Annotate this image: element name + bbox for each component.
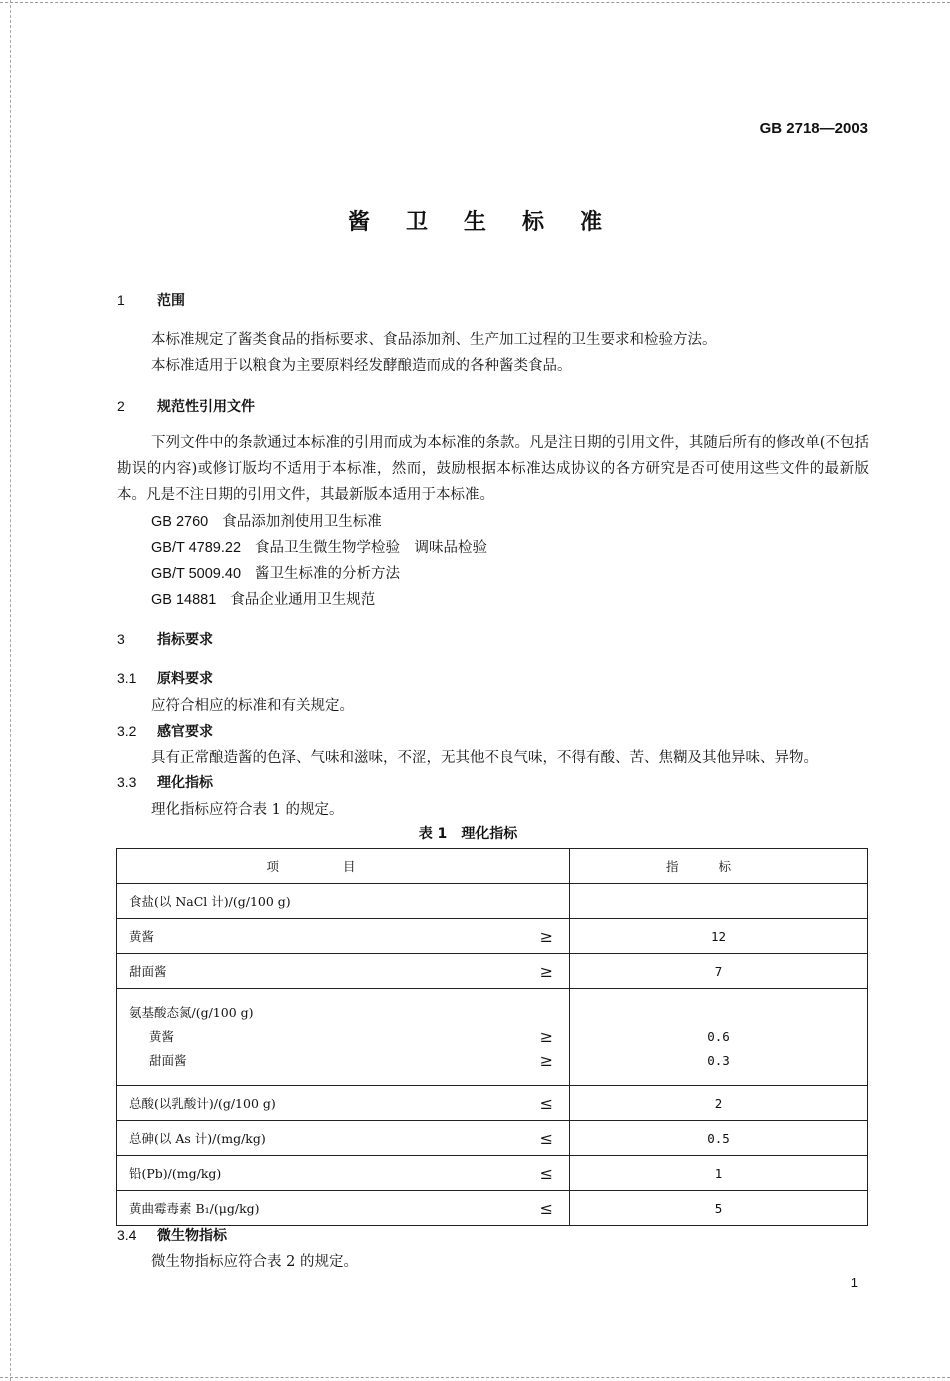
section-3-4-heading: [117, 1225, 227, 1245]
sub-row-label: 甜面酱: [149, 1053, 187, 1068]
table-title: 理化指标: [461, 826, 518, 842]
row-label-cell: [117, 954, 570, 989]
comparison-symbol: ≥: [539, 1027, 553, 1046]
comparison-symbol: ≤: [539, 1163, 553, 1183]
reference-title: 酱卫生标准的分析方法: [255, 566, 401, 582]
section-number: 3.3: [117, 774, 137, 790]
section-title: 微生物指标: [157, 1228, 227, 1244]
reference-code: GB 2760: [151, 514, 209, 530]
table-row: [117, 1121, 868, 1156]
row-value: 12: [570, 919, 868, 954]
page-title: 酱卫生标准: [347, 210, 638, 235]
section-title: 规范性引用文件: [157, 399, 255, 415]
row-label: 铅(Pb)/(mg/kg): [129, 1165, 222, 1181]
row-value: 0.3: [707, 1053, 730, 1068]
section-title: 原料要求: [157, 671, 213, 687]
section-3-2-heading: [117, 721, 213, 741]
row-label-cell: [117, 989, 570, 1086]
section-1-heading: [117, 290, 185, 310]
section-3-heading: [117, 629, 213, 649]
row-value: 0.5: [570, 1121, 868, 1156]
comparison-symbol: ≤: [539, 1128, 553, 1148]
comparison-symbol: ≥: [539, 926, 553, 946]
reference-code: GB 14881: [151, 592, 217, 608]
row-label: 氨基酸态氮/(g/100 g): [129, 1005, 254, 1020]
section-2-heading: [117, 396, 255, 416]
reference-code: GB/T 5009.40: [151, 566, 242, 582]
section-3-4-text: 微生物指标应符合表 2 的规定。: [151, 1254, 358, 1270]
row-label-cell: [117, 1156, 570, 1191]
section-number: 3.1: [117, 670, 137, 686]
reference-item: [151, 588, 375, 609]
row-value: 1: [570, 1156, 868, 1191]
section-number: 3: [117, 631, 125, 647]
row-value: 2: [570, 1086, 868, 1121]
section-number: 2: [117, 398, 125, 414]
row-value: 7: [570, 954, 868, 989]
section-title: 指标要求: [157, 632, 213, 648]
section-number: 1: [117, 292, 125, 308]
section-title: 理化指标: [157, 775, 213, 791]
reference-item: [151, 510, 382, 531]
comparison-symbol: ≥: [539, 961, 553, 981]
table-row: [117, 954, 868, 989]
section-3-2-text: 具有正常酿造酱的色泽、气味和滋味，不涩，无其他不良气味，不得有酸、苦、焦糊及其他异味、异物。: [151, 750, 818, 766]
sub-row-label: 黄酱: [149, 1029, 175, 1044]
row-value: 5: [570, 1191, 868, 1226]
sub-row: [129, 1025, 557, 1049]
row-label-cell: [117, 1191, 570, 1226]
reference-title: 食品企业通用卫生规范: [230, 592, 376, 608]
row-label-cell: [117, 1121, 570, 1156]
row-label: 黄曲霉毒素 B₁/(μg/kg): [129, 1200, 260, 1216]
table-row: [117, 1086, 868, 1121]
section-3-3-heading: [117, 772, 213, 792]
row-label: 食盐(以 NaCl 计)/(g/100 g): [117, 884, 570, 919]
table-row: [117, 919, 868, 954]
row-label-cell: [117, 1086, 570, 1121]
comparison-symbol: ≤: [539, 1198, 553, 1218]
comparison-symbol: ≤: [539, 1093, 553, 1113]
standard-code: GB 2718—2003: [759, 120, 868, 137]
table-row: [117, 884, 868, 919]
table-1-caption: [0, 823, 950, 843]
reference-code: GB/T 4789.22: [151, 540, 242, 556]
row-label: 黄酱: [129, 928, 155, 944]
table-header-row: [117, 849, 868, 884]
col-header-item: 项目: [117, 849, 570, 884]
reference-title: 食品添加剂使用卫生标准: [222, 514, 382, 530]
scan-edge-top: [0, 2, 950, 3]
row-value: 0.6: [707, 1029, 730, 1044]
col-header-value: 指标: [570, 849, 868, 884]
comparison-symbol: ≥: [539, 1051, 553, 1070]
table-row: [117, 1191, 868, 1226]
section-title: 感官要求: [157, 724, 213, 740]
section-title: 范围: [157, 293, 185, 309]
reference-item: [151, 562, 400, 583]
row-label: 甜面酱: [129, 963, 167, 979]
section-3-1-heading: [117, 668, 213, 688]
sub-row: [129, 1049, 557, 1073]
row-label: 总酸(以乳酸计)/(g/100 g): [129, 1095, 276, 1111]
table-number: 表 1: [418, 826, 448, 842]
section-1-paragraph-2: 本标准适用于以粮食为主要原料经发酵酿造而成的各种酱类食品。: [151, 358, 572, 374]
row-value-cell: [570, 989, 868, 1086]
table-row: [117, 989, 868, 1086]
table-row: [117, 1156, 868, 1191]
section-3-1-text: 应符合相应的标准和有关规定。: [151, 698, 354, 714]
reference-item: [151, 536, 487, 557]
row-label: 总砷(以 As 计)/(mg/kg): [129, 1130, 266, 1146]
row-value: [570, 884, 868, 919]
table-1: [116, 848, 868, 1226]
scan-edge-bottom: [0, 1377, 950, 1378]
section-2-intro: 下列文件中的条款通过本标准的引用而成为本标准的条款。凡是注日期的引用文件，其随后所有的修改单(不包括勘误的内容)或修订版均不适用于本标准，然而，鼓励根据本标准达成协议的各方研究是否可使用这些文件的最新版本。凡是不注日期的引用文件，其最新版本适用于本标准。: [117, 435, 869, 503]
reference-title: 食品卫生微生物学检验 调味品检验: [255, 540, 488, 556]
section-3-3-text: 理化指标应符合表 1 的规定。: [151, 802, 344, 818]
section-number: 3.4: [117, 1227, 137, 1243]
row-label-cell: [117, 919, 570, 954]
section-number: 3.2: [117, 723, 137, 739]
section-1-paragraph-1: 本标准规定了酱类食品的指标要求、食品添加剂、生产加工过程的卫生要求和检验方法。: [151, 332, 717, 348]
page-number: 1: [850, 1275, 858, 1290]
